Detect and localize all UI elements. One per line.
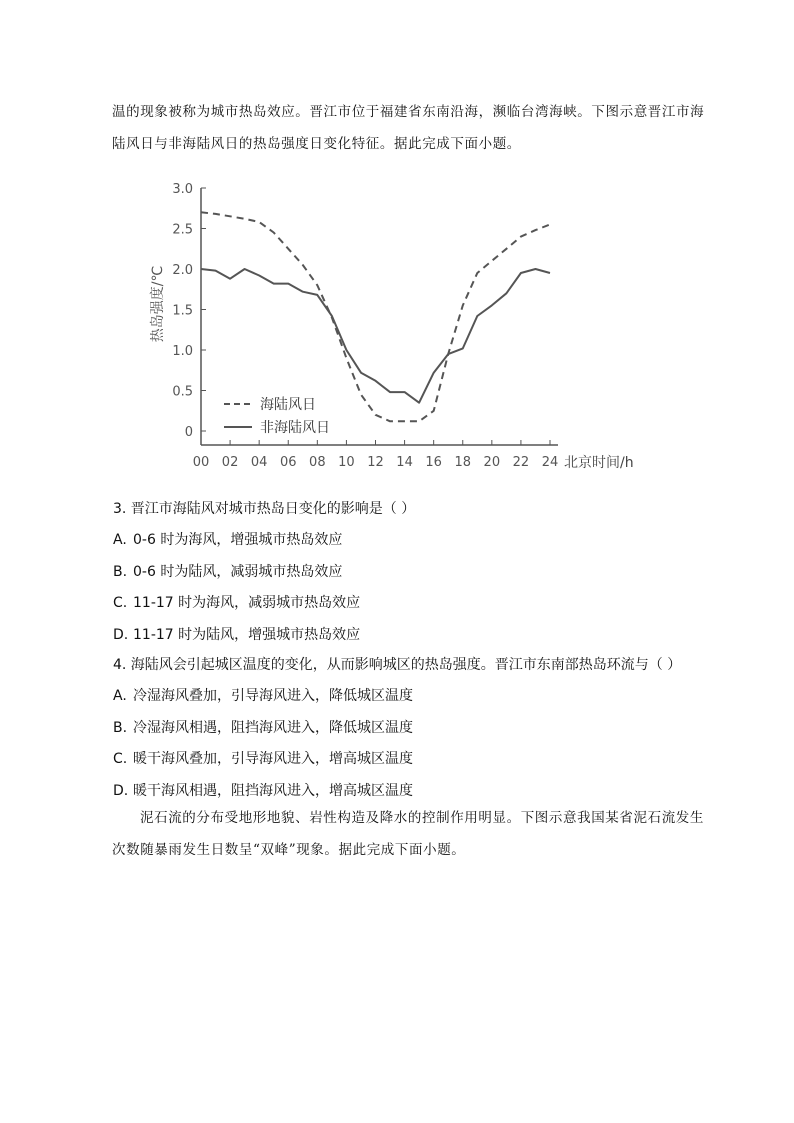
series-line-sea-land-days	[201, 212, 550, 421]
option-letter: C.	[113, 751, 128, 767]
q3-option-d[interactable]	[113, 624, 360, 644]
y-tick-label: 1.5	[172, 303, 193, 319]
option-text: 0-6 时为海风，增强城市热岛效应	[133, 532, 343, 548]
x-tick-label: 14	[396, 455, 413, 470]
x-tick-label: 16	[425, 455, 442, 470]
y-tick-label: 0.5	[172, 384, 193, 400]
option-text: 11-17 时为陆风，增强城市热岛效应	[133, 626, 361, 643]
x-tick-label: 06	[279, 455, 297, 470]
q3-option-c[interactable]	[113, 592, 360, 612]
option-letter: B.	[113, 563, 128, 580]
legend-label-sea-land: 海陆风日	[260, 397, 316, 413]
y-tick-label: 3.0	[172, 182, 193, 197]
q3-option-a[interactable]	[113, 529, 342, 549]
x-tick-label: 24	[541, 455, 559, 470]
x-tick-label: 20	[483, 455, 501, 470]
x-tick-label: 04	[250, 455, 268, 470]
x-tick-label: 12	[367, 455, 384, 470]
y-tick-label: 0	[184, 425, 193, 440]
intro-line-1: 温的现象被称为城市热岛效应。晋江市位于福建省东南沿海，濒临台湾海峡。下图示意晋江市海	[112, 104, 705, 120]
chart-legend	[224, 396, 330, 436]
x-tick-label: 00	[192, 455, 210, 470]
y-axis-label: 热岛强度/℃	[150, 265, 166, 343]
heat-island-chart	[148, 176, 658, 476]
option-letter: B.	[113, 719, 128, 736]
q3-option-b[interactable]	[113, 561, 342, 581]
option-text: 11-17 时为海风，减弱城市热岛效应	[133, 595, 361, 611]
x-tick-label: 10	[338, 455, 355, 470]
q4-option-c[interactable]	[113, 748, 413, 768]
y-tick-label: 1.0	[172, 344, 193, 359]
option-letter: C.	[113, 595, 128, 611]
x-tick-label: 18	[454, 455, 472, 470]
next-line-1: 泥石流的分布受地形地貌、岩性构造及降水的控制作用明显。下图示意我国某省泥石流发生	[140, 810, 704, 826]
option-letter: A.	[113, 532, 127, 548]
next-line-2: 次数随暴雨发生日数呈“双峰”现象。据此完成下面小题。	[112, 842, 466, 858]
q4-option-a[interactable]	[113, 685, 413, 705]
option-text: 暖干海风叠加，引导海风进入，增高城区温度	[133, 751, 413, 767]
option-text: 暖干海风相遇，阻挡海风进入，增高城区温度	[133, 782, 413, 799]
option-letter: D.	[113, 782, 129, 799]
option-letter: A.	[113, 688, 127, 704]
question-4-stem: 4. 海陆风会引起城区温度的变化，从而影响城区的热岛强度。晋江市东南部热岛环流与（ ）	[113, 657, 682, 673]
next-paragraph	[112, 802, 712, 866]
x-tick-label: 02	[221, 455, 239, 470]
legend-label-non-sea-land: 非海陆风日	[260, 420, 330, 436]
q4-option-b[interactable]	[113, 717, 413, 737]
y-tick-label: 2.5	[172, 222, 193, 238]
option-text: 冷湿海风叠加，引导海风进入，降低城区温度	[133, 688, 413, 704]
x-tick-label: 08	[309, 455, 326, 470]
option-text: 0-6 时为陆风，减弱城市热岛效应	[133, 563, 343, 580]
x-tick-label: 22	[512, 455, 530, 470]
series-line-non-sea-land-days	[201, 269, 550, 403]
intro-line-2: 陆风日与非海陆风日的热岛强度日变化特征。据此完成下面小题。	[112, 136, 521, 152]
option-letter: D.	[113, 626, 129, 643]
question-3-stem: 3. 晋江市海陆风对城市热岛日变化的影响是（ ）	[113, 501, 416, 517]
x-axis-label: 北京时间/h	[564, 455, 634, 471]
q4-option-d[interactable]	[113, 780, 413, 800]
intro-paragraph	[112, 96, 712, 160]
y-tick-label: 2.0	[172, 263, 193, 278]
option-text: 冷湿海风相遇，阻挡海风进入，降低城区温度	[133, 719, 413, 736]
